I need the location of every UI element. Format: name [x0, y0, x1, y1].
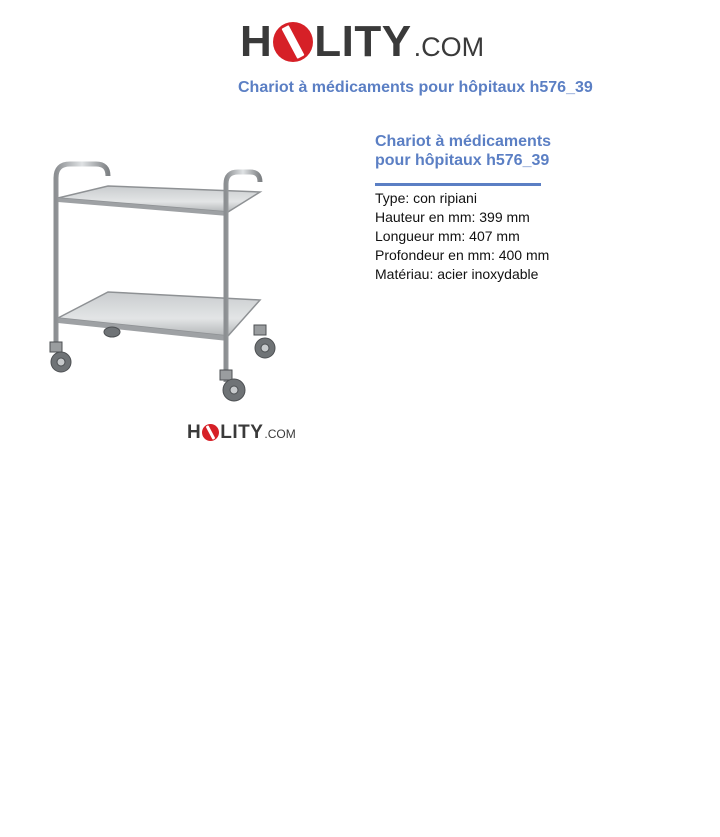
- watermark-suffix: .COM: [264, 427, 296, 441]
- product-title: Chariot à médicaments pour hôpitaux h576_39: [375, 133, 552, 169]
- page-title: Chariot à médicaments pour hôpitaux h576_39: [238, 79, 593, 96]
- logo-letter-h: H: [240, 17, 273, 66]
- spec-length: Longueur mm: 407 mm: [375, 228, 520, 244]
- logo-o-mark-icon: [273, 22, 313, 62]
- spec-depth: Profondeur en mm: 400 mm: [375, 247, 550, 263]
- logo-letters-lity: LITY: [314, 17, 412, 66]
- spec-type: Type: con ripiani: [375, 190, 477, 206]
- watermark-o-mark-icon: [202, 424, 219, 441]
- spec-material: Matériau: acier inoxydable: [375, 266, 539, 282]
- logo-suffix: .COM: [413, 32, 485, 62]
- title-underline: [375, 183, 541, 186]
- image-watermark-logo: [187, 420, 296, 442]
- site-logo[interactable]: [240, 14, 484, 64]
- spec-height: Hauteur en mm: 399 mm: [375, 209, 530, 225]
- watermark-letters-lity: LITY: [220, 422, 264, 443]
- watermark-letter-h: H: [187, 422, 202, 443]
- product-image: [38, 150, 298, 415]
- product-info: [375, 132, 695, 284]
